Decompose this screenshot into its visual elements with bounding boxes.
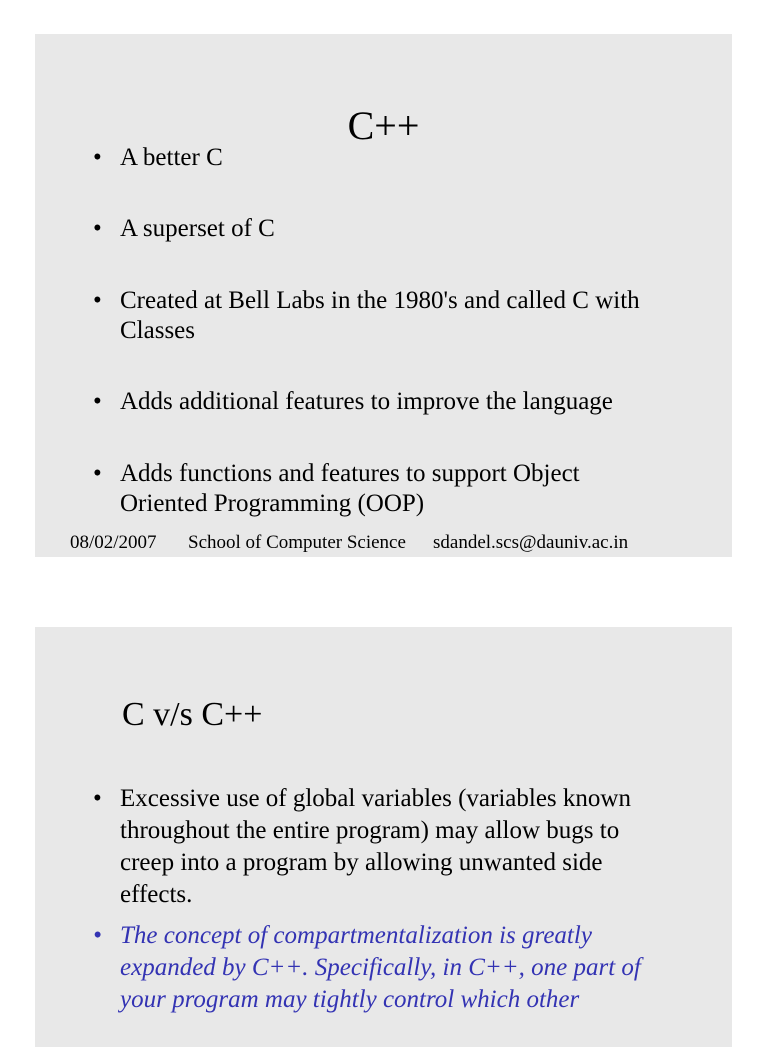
footer-date: 08/02/2007 [70, 532, 157, 553]
bullet-glyph: • [93, 460, 102, 487]
list-item [93, 214, 692, 244]
bullet-glyph: • [93, 144, 102, 171]
list-item [93, 459, 640, 519]
bullet-glyph: • [93, 388, 102, 415]
slide-1 [35, 34, 732, 557]
slide-title: C v/s C++ [122, 696, 263, 733]
list-item [93, 143, 692, 173]
bullet-glyph: • [93, 287, 102, 314]
bullet-glyph: • [93, 785, 102, 812]
bullet-text: The concept of compartmentalization is greatly expanded by C++. Specifically, in C++, one part of your program may tightly control which other [120, 922, 641, 1013]
list-item [93, 783, 660, 911]
list-item [93, 387, 692, 417]
footer-email: sdandel.scs@dauniv.ac.in [433, 532, 629, 553]
footer-school: School of Computer Science [188, 532, 406, 553]
bullet-text: A better C [120, 144, 223, 171]
list-item [93, 920, 665, 1016]
bullet-glyph: • [93, 922, 102, 949]
bullet-text: Adds functions and features to support Object Oriented Programming (OOP) [120, 460, 580, 517]
slide-title: C++ [347, 103, 420, 148]
bullet-glyph: • [93, 215, 102, 242]
slide-2 [35, 627, 732, 1047]
bullet-text: Excessive use of global variables (variables known throughout the entire program) may allow bugs to creep into a program by allowing unwanted side effects. [120, 785, 631, 908]
bullet-text: Adds additional features to improve the language [120, 388, 613, 415]
bullet-text: Created at Bell Labs in the 1980's and called C with Classes [120, 287, 640, 344]
bullet-text: A superset of C [120, 215, 275, 242]
list-item [93, 286, 650, 346]
